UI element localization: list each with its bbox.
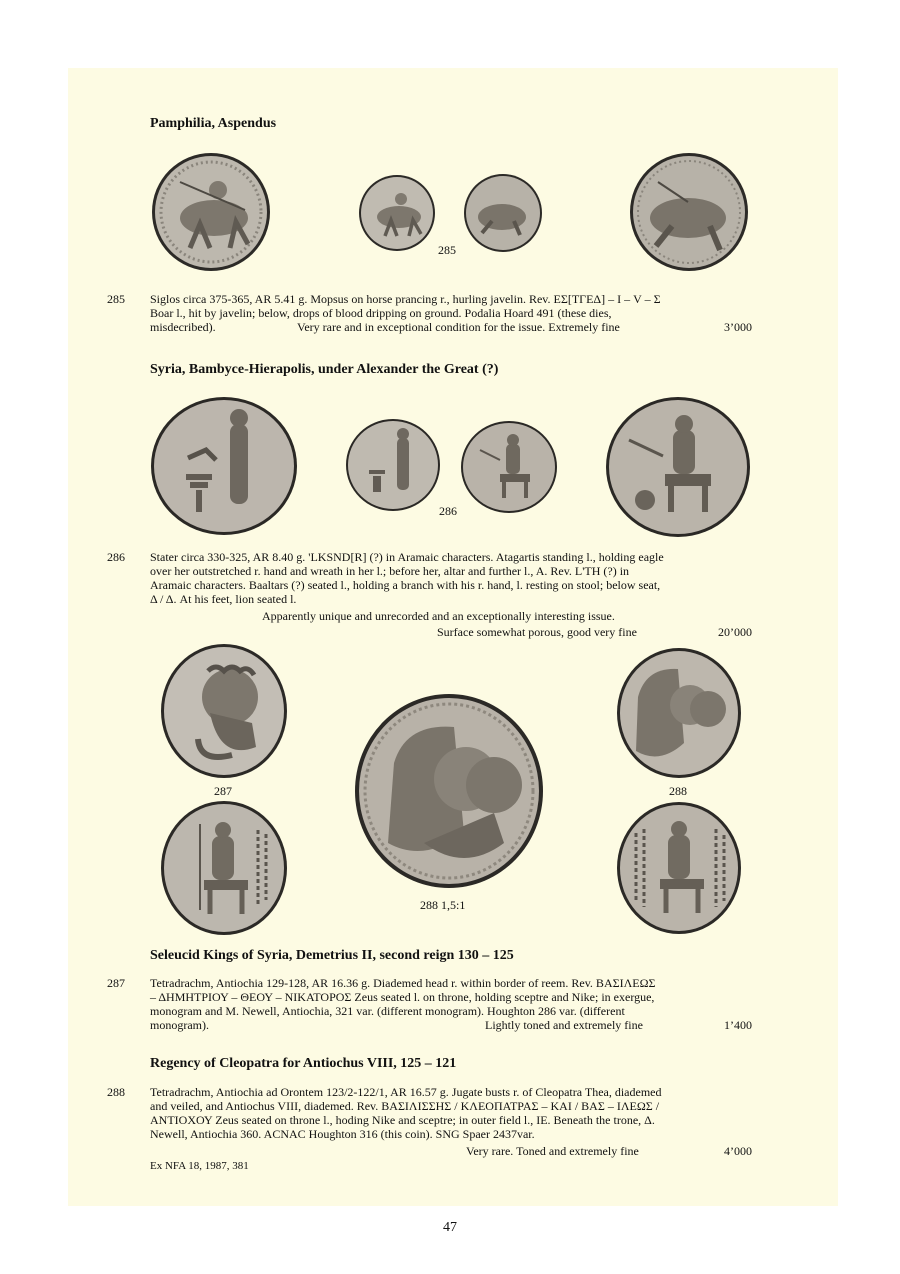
section-heading-286: Syria, Bambyce-Hierapolis, under Alexander the Great (?) xyxy=(150,362,499,377)
lot-number-285: 285 xyxy=(107,292,125,306)
section-heading-287: Seleucid Kings of Syria, Demetrius II, second reign 130 – 125 xyxy=(150,948,514,963)
lot-288-provenance: Ex NFA 18, 1987, 381 xyxy=(150,1160,249,1172)
coin-286-obverse-enlarged xyxy=(150,396,298,536)
lot-288-text-line: ΑΝΤΙΟΧΟΥ Zeus seated on throne l., hoding Nike and sceptre; in outer field l., ΙΕ. Beneath the trone, Δ. xyxy=(150,1113,655,1127)
lot-285-text-line: Siglos circa 375-365, AR 5.41 g. Mopsus on horse prancing r., hurling javelin. Rev. ΕΣ[ΤΓΕΔ] – Ι – V – Σ xyxy=(150,292,661,306)
coin-288-obverse xyxy=(616,647,742,779)
lot-286-grade: Surface somewhat porous, good very fine xyxy=(437,625,637,639)
image-caption-285: 285 xyxy=(438,243,456,257)
coin-287-obverse xyxy=(160,643,288,779)
lot-286-text-line: over her outstretched r. hand and wreath in her l.; before her, altar and further l., A. Rev. L'TH (?) in xyxy=(150,564,630,578)
image-caption-288: 288 xyxy=(669,784,687,798)
lot-number-288: 288 xyxy=(107,1085,125,1099)
lot-288-text-line: Newell, Antiochia 360. ACNAC Houghton 316 (this coin). SNG Spaer 2437var. xyxy=(150,1127,535,1141)
lot-285-text-line: Boar l., hit by javelin; below, drops of blood dripping on ground. Podalia Hoard 491 (these dies, xyxy=(150,306,612,320)
lot-286-text-line: Aramaic characters. Baaltars (?) seated l., holding a branch with his r. hand, l. resting on stool; below seat, xyxy=(150,578,661,592)
lot-287-grade: Lightly toned and extremely fine xyxy=(485,1018,643,1032)
lot-287-text-line: Tetradrachm, Antiochia 129-128, AR 16.36 g. Diademed head r. within border of reem. Rev. ΒΑΣΙΛΕΩΣ xyxy=(150,976,656,990)
section-heading-288: Regency of Cleopatra for Antiochus VIII, 125 – 121 xyxy=(150,1056,457,1071)
coin-286-obverse xyxy=(345,418,441,512)
lot-288-grade: Very rare. Toned and extremely fine xyxy=(466,1144,639,1158)
coin-285-reverse-enlarged xyxy=(628,152,750,272)
lot-287-text-line: monogram). xyxy=(150,1018,209,1032)
lot-288-price: 4’000 xyxy=(724,1144,752,1158)
lot-286-text-line: Δ / Δ. At his feet, lion seated l. xyxy=(150,592,297,606)
coin-285-obverse xyxy=(357,174,437,252)
lot-286-note: Apparently unique and unrecorded and an exceptionally interesting issue. xyxy=(262,609,615,623)
coin-286-reverse xyxy=(460,420,558,514)
coin-288-enlarged xyxy=(354,693,544,889)
image-caption-287: 287 xyxy=(214,784,232,798)
coin-288-reverse xyxy=(616,801,742,935)
lot-287-text-line: – ΔΗΜΗΤΡΙΟΥ – ΘΕΟΥ – ΝΙΚΑΤΟΡΟΣ Zeus seated l. on throne, holding sceptre and Nike; in exergue, xyxy=(150,990,655,1004)
lot-number-286: 286 xyxy=(107,550,125,564)
coin-286-reverse-enlarged xyxy=(605,396,751,538)
lot-286-price: 20’000 xyxy=(718,625,752,639)
lot-287-price: 1’400 xyxy=(724,1018,752,1032)
page-number: 47 xyxy=(443,1220,457,1235)
lot-288-text-line: Tetradrachm, Antiochia ad Orontem 123/2-122/1, AR 16.57 g. Jugate busts r. of Cleopatra Thea, diademed xyxy=(150,1085,662,1099)
lot-287-text-line: monogram and M. Newell, Antiochia, 321 var. (different monogram). Houghton 286 var. (different xyxy=(150,1004,625,1018)
lot-285-price: 3’000 xyxy=(724,320,752,334)
image-caption-288-enlarged: 288 1,5:1 xyxy=(420,898,466,912)
coin-285-reverse xyxy=(462,173,544,253)
coin-287-reverse xyxy=(160,800,288,936)
image-caption-286: 286 xyxy=(439,504,457,518)
lot-286-text-line: Stater circa 330-325, AR 8.40 g. 'LKSND[R] (?) in Aramaic characters. Atagartis standing l., holding eagle xyxy=(150,550,664,564)
lot-number-287: 287 xyxy=(107,976,125,990)
lot-288-text-line: and veiled, and Antiochus VIII, diademed. Rev. ΒΑΣΙΛΙΣΣΗΣ / ΚΛΕΟΠΑΤΡΑΣ – ΚΑΙ / ΒΑΣ – ΙΛΕΩΣ / xyxy=(150,1099,660,1113)
section-heading-285: Pamphilia, Aspendus xyxy=(150,116,277,131)
coin-285-obverse-enlarged xyxy=(150,152,272,272)
lot-285-grade: Very rare and in exceptional condition for the issue. Extremely fine xyxy=(297,320,620,334)
lot-285-text-line: misdecribed). xyxy=(150,320,216,334)
